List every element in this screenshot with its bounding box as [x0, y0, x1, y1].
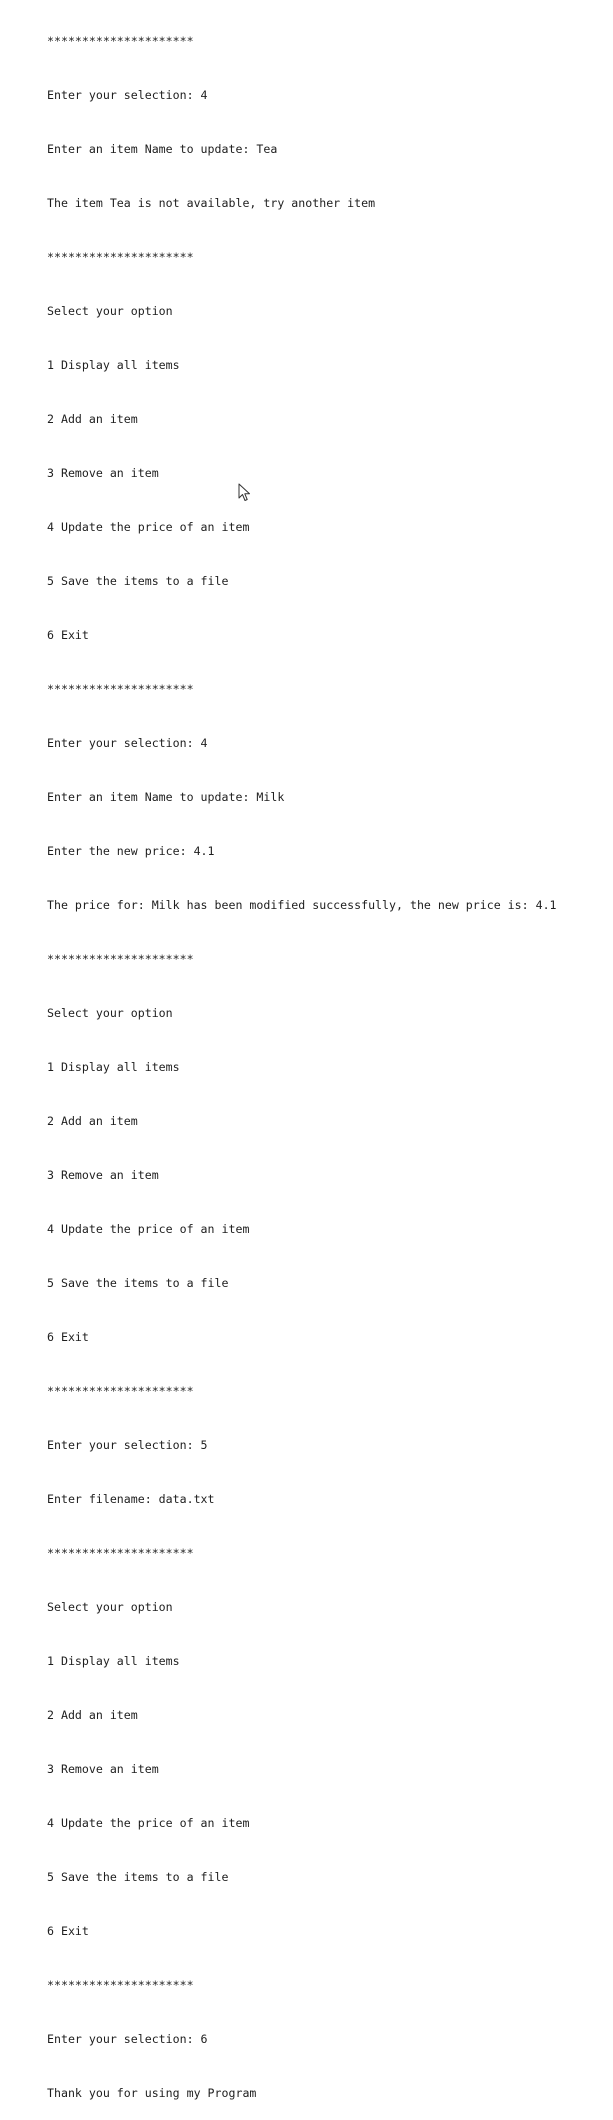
console-line: ********************* [47, 682, 194, 696]
console-line: ********************* [47, 1384, 194, 1398]
console-line: The item Tea is not available, try another item [47, 196, 376, 210]
console-line: 1 Display all items [47, 1060, 180, 1074]
console-line: Enter an item Name to update: Milk [47, 790, 285, 804]
console-line: Enter your selection: 5 [47, 1438, 208, 1452]
console-line: Thank you for using my Program [47, 2086, 257, 2100]
console-line: 4 Update the price of an item [47, 1816, 250, 1830]
console-line: 2 Add an item [47, 412, 138, 426]
console-line: Enter your selection: 6 [47, 2032, 208, 2046]
console-line: Select your option [47, 1006, 173, 1020]
console-line: Select your option [47, 1600, 173, 1614]
console-line: ********************* [47, 1978, 194, 1992]
console-line: Enter the new price: 4.1 [47, 844, 215, 858]
console-line: 2 Add an item [47, 1114, 138, 1128]
console-line: 5 Save the items to a file [47, 574, 229, 588]
console-line: 6 Exit [47, 628, 89, 642]
console-line: Select your option [47, 304, 173, 318]
console-line: 1 Display all items [47, 1654, 180, 1668]
console-line: Enter an item Name to update: Tea [47, 142, 278, 156]
console-line: 6 Exit [47, 1330, 89, 1344]
console-line: Enter your selection: 4 [47, 736, 208, 750]
console-line: ********************* [47, 34, 194, 48]
console-line: ********************* [47, 250, 194, 264]
console-line: The price for: Milk has been modified successfully, the new price is: 4.1 [47, 898, 557, 912]
console-line: 4 Update the price of an item [47, 1222, 250, 1236]
mouse-pointer-icon [238, 483, 252, 503]
console-line: 3 Remove an item [47, 1762, 159, 1776]
console-line: 6 Exit [47, 1924, 89, 1938]
console-line: ********************* [47, 1546, 194, 1560]
console-line: 4 Update the price of an item [47, 520, 250, 534]
console-line: Enter filename: data.txt [47, 1492, 215, 1506]
console-line: ********************* [47, 952, 194, 966]
console-line: 3 Remove an item [47, 1168, 159, 1182]
console-line: Enter your selection: 4 [47, 88, 208, 102]
console-line: 2 Add an item [47, 1708, 138, 1722]
console-line: 1 Display all items [47, 358, 180, 372]
console-line: 5 Save the items to a file [47, 1276, 229, 1290]
console-line: 5 Save the items to a file [47, 1870, 229, 1884]
console-line: 3 Remove an item [47, 466, 159, 480]
console-output [47, 0, 607, 2120]
